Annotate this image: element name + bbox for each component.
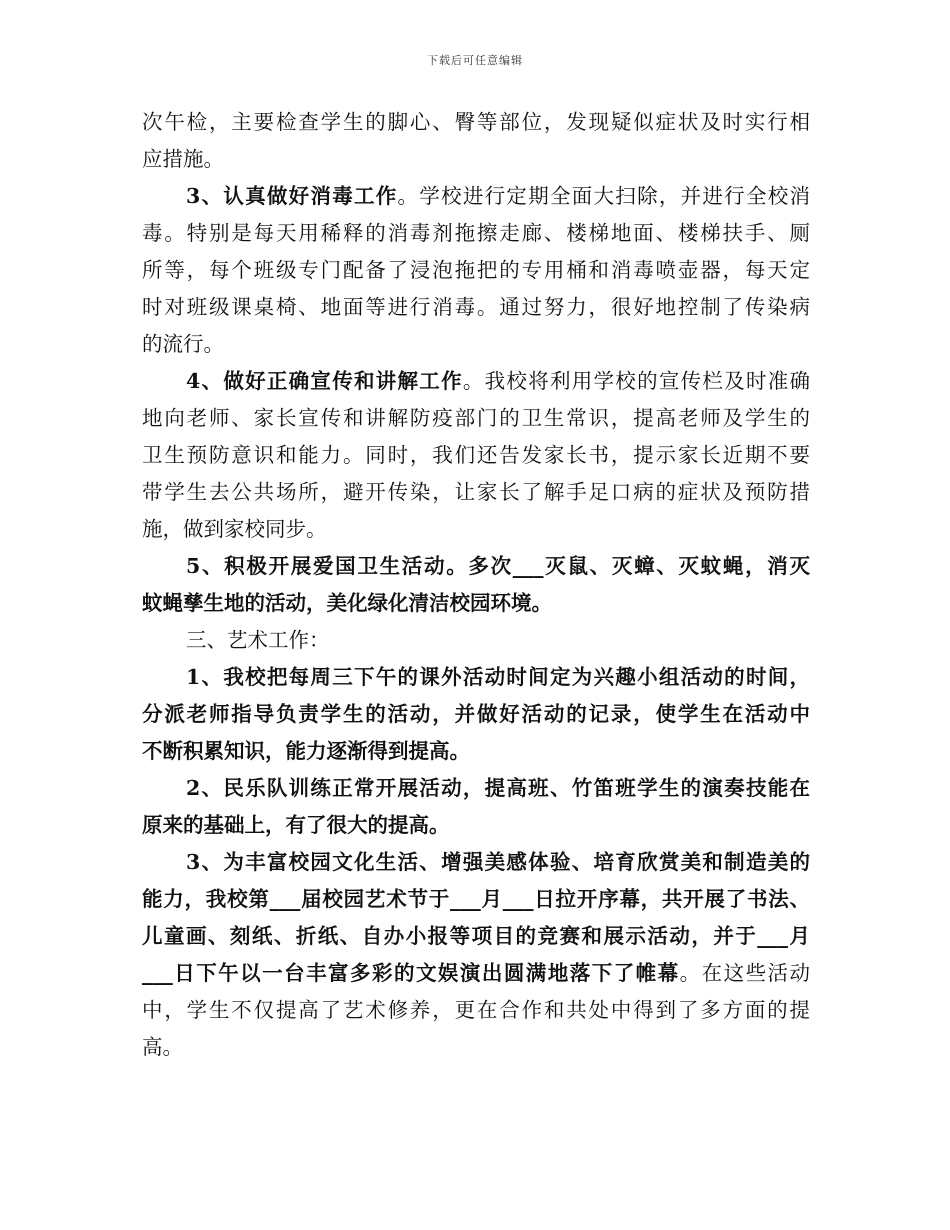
paragraph bbox=[142, 622, 810, 659]
bold-text: 不断积累知识，能力逐渐得到提高。 bbox=[142, 739, 470, 763]
paragraph bbox=[142, 659, 810, 770]
paragraph bbox=[142, 770, 810, 844]
body-text: 毒。特别是每天用稀释的消毒剂拖擦走廊、楼梯地面、楼梯扶手、厕 bbox=[142, 221, 810, 245]
text-line bbox=[142, 141, 810, 178]
body-text: 中，学生不仅提高了艺术修养，更在合作和共处中得到了多方面的提 bbox=[142, 998, 810, 1022]
text-line bbox=[142, 881, 810, 918]
bold-text: ___日下午以一台丰富多彩的文娱演出圆满地落下了帷幕 bbox=[142, 961, 680, 985]
body-text: 卫生预防意识和能力。同时，我们还告发家长书，提示家长近期不要 bbox=[142, 443, 810, 467]
paragraph bbox=[142, 548, 810, 622]
text-line bbox=[142, 733, 810, 770]
body-text: 施，做到家校同步。 bbox=[142, 517, 327, 541]
text-line bbox=[142, 215, 810, 252]
paragraph bbox=[142, 363, 810, 548]
text-line bbox=[142, 104, 810, 141]
text-line bbox=[142, 807, 810, 844]
body-text: 高。 bbox=[142, 1035, 183, 1059]
paragraph bbox=[142, 104, 810, 178]
body-text: 地向老师、家长宣传和讲解防疫部门的卫生常识，提高老师及学生的 bbox=[142, 406, 810, 430]
text-line bbox=[142, 622, 810, 659]
text-line bbox=[142, 1029, 810, 1066]
text-line bbox=[142, 363, 810, 400]
text-line bbox=[142, 548, 810, 585]
body-text: 的流行。 bbox=[142, 332, 224, 356]
page-header: 下载后可任意编辑 bbox=[427, 54, 523, 67]
text-line bbox=[142, 585, 810, 622]
bold-text: 2、民乐队训练正常开展活动，提高班、竹笛班学生的演奏技能在 bbox=[186, 776, 810, 800]
body-text: 。我校将利用学校的宣传栏及时准确 bbox=[462, 369, 811, 393]
body-text: 次午检，主要检查学生的脚心、臀等部位，发现疑似症状及时实行相 bbox=[142, 110, 810, 134]
text-line bbox=[142, 511, 810, 548]
text-line bbox=[142, 474, 810, 511]
body-text: 三、艺术工作： bbox=[186, 628, 330, 652]
text-line bbox=[142, 696, 810, 733]
body-text: 时对班级课桌椅、地面等进行消毒。通过努力，很好地控制了传染病 bbox=[142, 295, 810, 319]
body-text: 。学校进行定期全面大扫除，并进行全校消 bbox=[397, 184, 811, 208]
text-line bbox=[142, 918, 810, 955]
text-line bbox=[142, 178, 810, 215]
body-text: 带学生去公共场所，避开传染，让家长了解手足口病的症状及预防措 bbox=[142, 480, 810, 504]
text-line bbox=[142, 252, 810, 289]
text-line bbox=[142, 326, 810, 363]
text-line bbox=[142, 955, 810, 992]
document-body bbox=[142, 104, 810, 1066]
paragraph bbox=[142, 178, 810, 363]
paragraph bbox=[142, 844, 810, 1066]
bold-text: 能力，我校第___届校园艺术节于___月___日拉开序幕，共开展了书法、 bbox=[142, 887, 810, 911]
text-line bbox=[142, 659, 810, 696]
bold-text: 3、为丰富校园文化生活、增强美感体验、培育欣赏美和制造美的 bbox=[186, 850, 810, 874]
text-line bbox=[142, 400, 810, 437]
bold-text: 3、认真做好消毒工作 bbox=[186, 184, 398, 208]
text-line bbox=[142, 770, 810, 807]
bold-text: 分派老师指导负责学生的活动，并做好活动的记录，使学生在活动中 bbox=[142, 702, 810, 726]
body-text: 。在这些活动 bbox=[679, 961, 811, 985]
bold-text: 蚊蝇孳生地的活动，美化绿化清洁校园环境。 bbox=[142, 591, 552, 615]
text-line bbox=[142, 992, 810, 1029]
text-line bbox=[142, 844, 810, 881]
bold-text: 5、积极开展爱国卫生活动。多次___灭鼠、灭蟑、灭蚊蝇，消灭 bbox=[186, 554, 810, 578]
text-line bbox=[142, 289, 810, 326]
bold-text: 儿童画、刻纸、折纸、自办小报等项目的竞赛和展示活动，并于___月 bbox=[142, 924, 810, 948]
text-line bbox=[142, 437, 810, 474]
bold-text: 4、做好正确宣传和讲解工作 bbox=[186, 369, 463, 393]
body-text: 应措施。 bbox=[142, 147, 224, 171]
bold-text: 1、我校把每周三下午的课外活动时间定为兴趣小组活动的时间， bbox=[186, 665, 810, 689]
body-text: 所等，每个班级专门配备了浸泡拖把的专用桶和消毒喷壶器，每天定 bbox=[142, 258, 810, 282]
bold-text: 原来的基础上，有了很大的提高。 bbox=[142, 813, 450, 837]
